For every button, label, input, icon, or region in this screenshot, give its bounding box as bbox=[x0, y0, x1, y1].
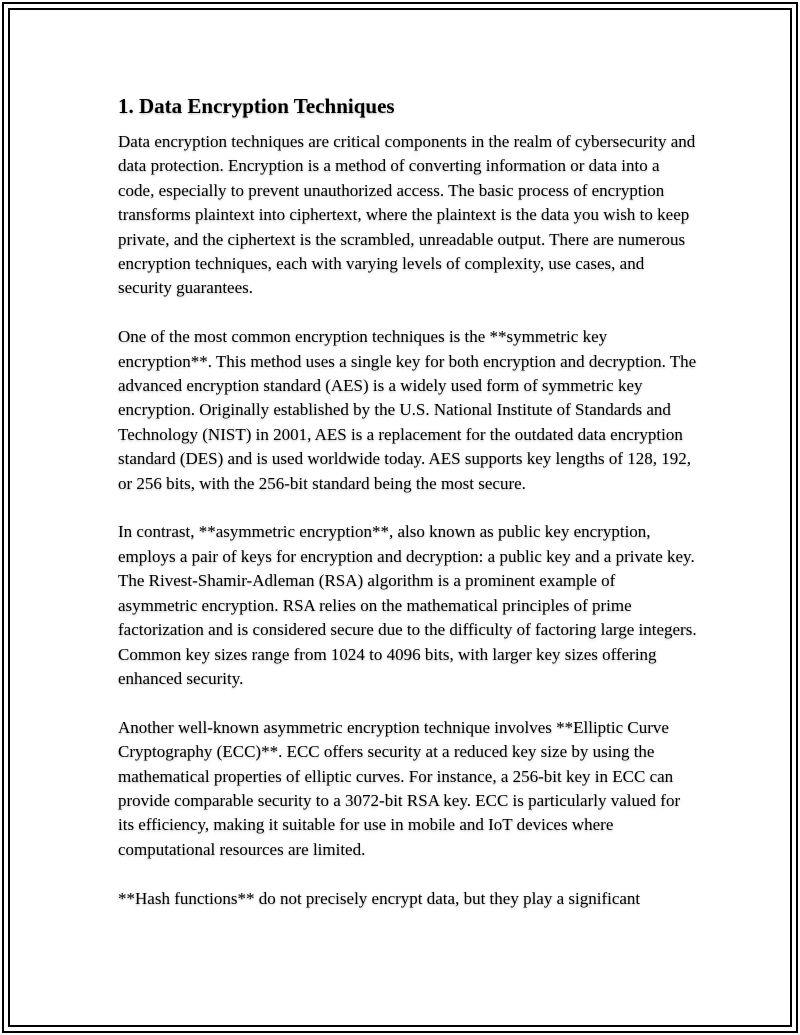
paragraph-intro: Data encryption techniques are critical components in the realm of cybersecurity and data protection. Encryption is a method of converting information or data into a code, especially to prevent unauthorized access. The basic process of encryption transforms plaintext into ciphertext, where the plaintext is the data you wish to keep private, and the ciphertext is the scrambled, unreadable output. There are numerous encryption techniques, each with varying levels of complexity, use cases, and security guarantees. bbox=[118, 132, 696, 298]
paragraph-ecc: Another well-known asymmetric encryption technique involves **Elliptic Curve Cryptography (ECC)**. ECC offers security at a reduced key size by using the mathematical properties of elliptic curves. For instance, a 256-bit key in ECC can provide comparable security to a 3072-bit RSA key. ECC is particularly valued for its efficiency, making it suitable for use in mobile and IoT devices where computational resources are limited. bbox=[118, 717, 681, 859]
paragraph-hash: **Hash functions** do not precisely encrypt data, but they play a significant bbox=[118, 888, 641, 908]
document-body bbox=[118, 93, 698, 935]
section-heading: 1. Data Encryption Techniques bbox=[118, 94, 395, 118]
paragraph-asymmetric: In contrast, **asymmetric encryption**, also known as public key encryption, employs a pair of keys for encryption and decryption: a public key and a private key. The Rivest-Shamir-Adleman (RSA) algorithm is a prominent example of asymmetric encryption. RSA relies on the mathematical principles of prime factorization and is considered secure due to the difficulty of factoring large integers. Common key sizes range from 1024 to 4096 bits, with larger key sizes offering enhanced security. bbox=[118, 522, 697, 688]
paragraph-symmetric: One of the most common encryption techniques is the **symmetric key encryption**. This method uses a single key for both encryption and decryption. The advanced encryption standard (AES) is a widely used form of symmetric key encryption. Originally established by the U.S. National Institute of Standards and Technology (NIST) in 2001, AES is a replacement for the outdated data encryption standard (DES) and is used worldwide today. AES supports key lengths of 128, 192, or 256 bits, with the 256-bit standard being the most secure. bbox=[118, 327, 697, 493]
